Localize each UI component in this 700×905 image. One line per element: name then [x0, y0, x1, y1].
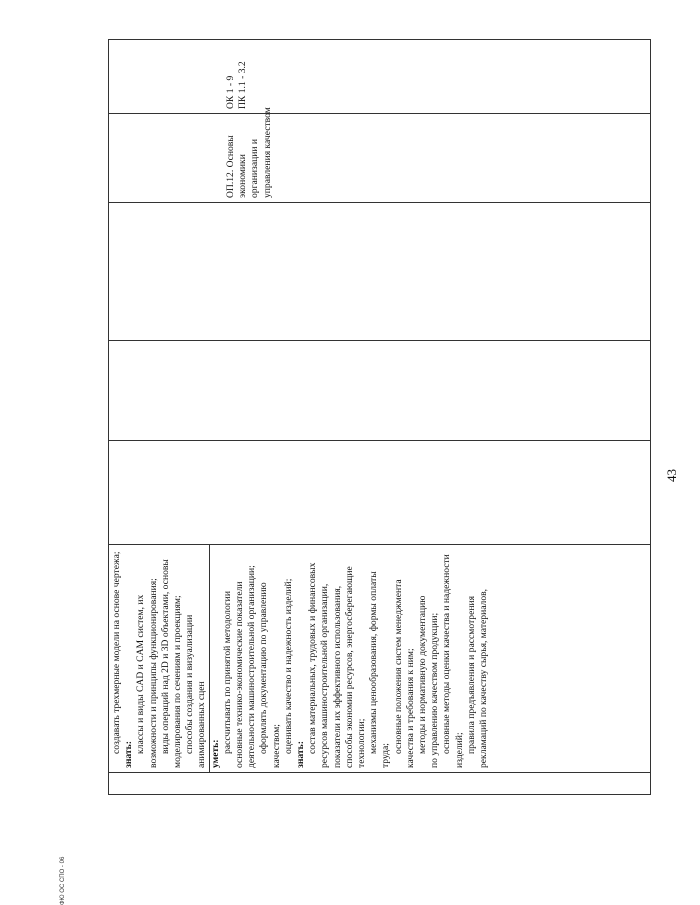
skill-line: изделий; — [453, 732, 465, 768]
discipline-line: управления качеством — [261, 107, 273, 198]
skill-line: показатели их эффективного использования, — [331, 585, 343, 768]
empty-cell — [109, 441, 651, 545]
skill-line: технологии; — [356, 718, 368, 768]
index-cell — [109, 773, 651, 795]
skill-line: рекламаций по качеству сырья, материалов, — [478, 588, 490, 768]
skill-line: правила предъявления и рассмотрения — [465, 595, 477, 754]
section-heading: уметь: — [209, 739, 221, 768]
discipline-line: экономики — [237, 154, 249, 198]
section-heading: знать: — [295, 741, 307, 768]
section-heading: знать: — [123, 741, 135, 768]
skills-cell — [109, 545, 651, 773]
discipline-cell — [109, 107, 651, 203]
skill-line: по управлению качеством продукции; — [429, 612, 441, 768]
empty-cell — [109, 203, 651, 341]
competencies-cell — [109, 40, 651, 114]
skill-line: состав материальных, трудовых и финансовых — [307, 562, 319, 754]
skill-line: основные положения систем менеджмента — [392, 579, 404, 754]
skill-line: оценивать качество и надежность изделий; — [282, 578, 294, 754]
skill-line: ресурсов машиностроительной организации, — [319, 583, 331, 768]
skills-block-top — [111, 549, 209, 768]
skill-line: качеством; — [270, 724, 282, 768]
competency-line: ОК 1 - 9 — [225, 75, 236, 109]
footer-code: ФЮ ОС СПО - 06 — [60, 856, 66, 905]
discipline-line: ОП.12. Основы — [225, 135, 236, 198]
skill-line: оформлять документацию по управлению — [258, 582, 270, 754]
skill-line: основные технико-экономические показатели — [234, 581, 246, 768]
curriculum-table — [108, 39, 651, 795]
skill-line: возможности и принципы функционирования; — [147, 578, 159, 768]
spacer — [111, 44, 225, 109]
skill-line: способы создания и визуализации — [184, 614, 196, 754]
skill-line: основные методы оценки качества и надежности — [441, 554, 453, 754]
empty-cell — [109, 341, 651, 441]
skill-line: моделирования по сечениям и проекциям; — [172, 595, 184, 768]
skill-line: деятельности машиностроительной организации; — [246, 565, 258, 768]
table-row — [109, 40, 651, 795]
page-number: 43 — [664, 469, 679, 482]
skill-line: рассчитывать по принятой методологии — [221, 591, 233, 754]
skill-line: способы экономии ресурсов, энергосберегающие — [343, 566, 355, 768]
skills-block-bottom — [209, 545, 491, 772]
competency-line: ПК 1.1 - 3.2 — [237, 61, 249, 109]
spacer — [111, 118, 225, 198]
skill-line: механизмы ценообразования, формы оплаты — [368, 571, 380, 754]
skill-line: анимированных сцен — [196, 681, 208, 768]
skill-line: методы и нормативную документацию — [417, 595, 429, 754]
discipline-line: организации и — [249, 138, 261, 198]
skill-line: качества и требования к ним; — [404, 648, 416, 768]
rotated-landscape-sheet — [60, 0, 700, 905]
skill-line: создавать трехмерные модели на основе чертежа; — [111, 551, 122, 754]
skill-line: труда; — [380, 743, 392, 768]
skill-line: классы и виды CAD и CAM систем, их — [135, 594, 147, 754]
skill-line: виды операций над 2D и 3D объектами, основы — [159, 559, 171, 754]
